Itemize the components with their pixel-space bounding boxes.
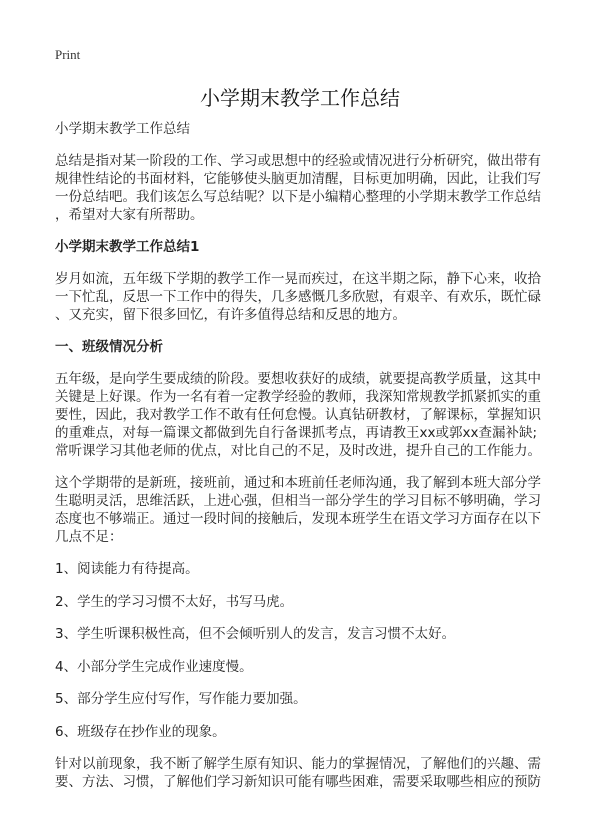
text-line: 这个学期带的是新班，接班前，通过和本班前任老师沟通，我了解到本班大部分学 <box>55 475 541 491</box>
print-link[interactable]: Print <box>55 47 81 62</box>
document-body <box>55 120 555 805</box>
text-line: 一下忙乱，反思一下工作中的得失，几多感慨几多欣慰，有艰辛、有欢乐，既忙碌 <box>55 289 541 305</box>
section-heading-1: 小学期末教学工作总结1 <box>55 239 200 255</box>
list-items <box>55 560 555 741</box>
page-title: 小学期末教学工作总结 <box>200 86 400 110</box>
paragraph-2 <box>55 370 555 460</box>
text-line: 几点不足： <box>55 529 123 545</box>
list-item: 6、班级存在抄作业的现象。 <box>55 723 226 740</box>
paragraph-4 <box>55 755 555 791</box>
intro-paragraph <box>55 152 555 224</box>
text-line: 针对以前现象，我不断了解学生原有知识、能力的掌握情况，了解他们的兴趣、需 <box>55 756 541 772</box>
list-item: 1、阅读能力有待提高。 <box>55 561 199 577</box>
text-line: 总结是指对某一阶段的工作、学习或思想中的经验或情况进行分析研究，做出带有 <box>55 153 541 169</box>
text-line: 五年级，是向学生要成绩的阶段。要想收获好的成绩，就要提高教学质量，这其中 <box>55 371 541 387</box>
text-line: 常听课学习其他老师的优点，对比自己的不足，及时改进，提升自己的工作能力。 <box>55 443 541 459</box>
subtitle: 小学期末教学工作总结 <box>55 121 190 137</box>
text-line: 的重难点，对每一篇课文都做到先自行备课抓考点，再请教王xx或郭xx查漏补缺; <box>55 425 538 441</box>
text-line: 态度也不够端正。通过一段时间的接触后，发现本班学生在语文学习方面存在以下 <box>55 511 541 527</box>
list-item: 3、学生听课积极性高，但不会倾听别人的发言，发言习惯不太好。 <box>55 626 456 642</box>
paragraph-1 <box>55 270 555 324</box>
text-line: 、又充实，留下很多回忆，有许多值得总结和反思的地方。 <box>55 307 406 323</box>
list-item: 5、部分学生应付写作，写作能力要加强。 <box>55 691 307 707</box>
list-item: 2、学生的学习习惯不太好，书写马虎。 <box>55 593 294 610</box>
list-item: 4、小部分学生完成作业速度慢。 <box>55 658 253 675</box>
text-line: ，希望对大家有所帮助。 <box>55 207 204 223</box>
text-line: 一份总结吧。我们该怎么写总结呢？以下是小编精心整理的小学期末教学工作总结 <box>55 189 541 205</box>
text-line: 关键是上好课。作为一名有着一定教学经验的教师，我深知常规教学抓紧抓实的重 <box>55 389 541 405</box>
section-heading-class-analysis: 一、班级情况分析 <box>55 339 163 355</box>
paragraph-3 <box>55 474 555 546</box>
text-line: 生聪明灵活，思维活跃，上进心强，但相当一部分学生的学习目标不够明确，学习 <box>55 493 541 509</box>
text-line: 岁月如流，五年级下学期的教学工作一晃而疾过，在这半期之际，静下心来，收拾 <box>55 271 541 287</box>
text-line: 要、方法、习惯，了解他们学习新知识可能有哪些困难，需要采取哪些相应的预防 <box>55 774 541 790</box>
text-line: 要性，因此，我对教学工作不敢有任何怠慢。认真钻研教材，了解课标，掌握知识 <box>55 407 541 423</box>
text-line: 规律性结论的书面材料，它能够使头脑更加清醒，目标更加明确，因此，让我们写 <box>55 171 541 187</box>
